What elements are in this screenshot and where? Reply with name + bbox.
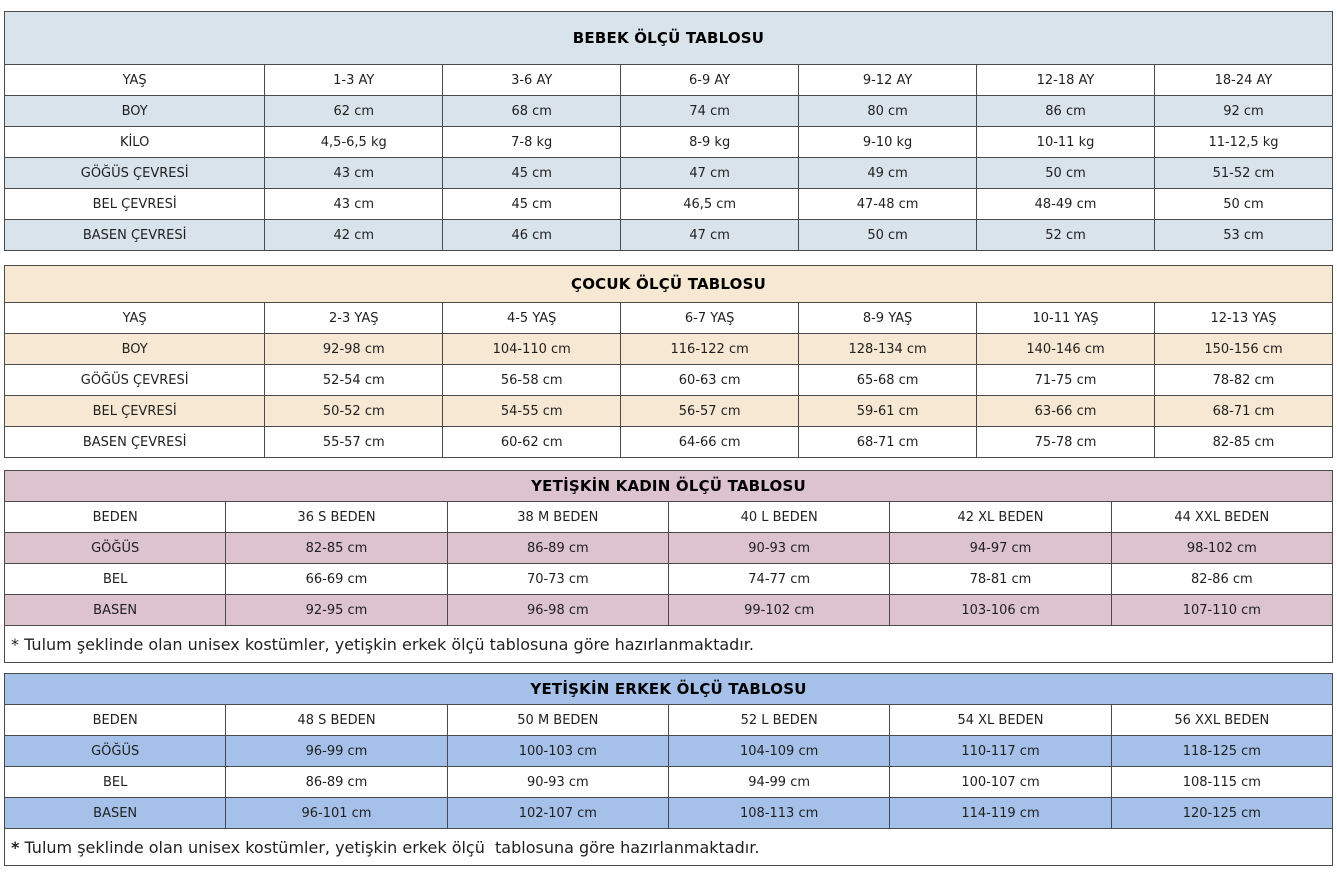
value-cell: 50 cm — [799, 220, 977, 251]
value-cell: 100-107 cm — [890, 767, 1111, 798]
value-cell: 96-101 cm — [226, 798, 447, 829]
row-label: GÖĞÜS ÇEVRESİ — [5, 365, 265, 396]
value-cell: 44 XXL BEDEN — [1111, 502, 1332, 533]
value-cell: 2-3 YAŞ — [265, 303, 443, 334]
value-cell: 49 cm — [799, 158, 977, 189]
footnote — [5, 626, 1333, 663]
value-cell: 90-93 cm — [668, 533, 889, 564]
value-cell: 42 cm — [265, 220, 443, 251]
value-cell: 128-134 cm — [799, 334, 977, 365]
footnote-row — [5, 829, 1333, 866]
value-cell: 46 cm — [443, 220, 621, 251]
value-cell: 96-98 cm — [447, 595, 668, 626]
value-cell: 45 cm — [443, 189, 621, 220]
value-cell: 51-52 cm — [1154, 158, 1332, 189]
table-row — [5, 798, 1333, 829]
value-cell: 42 XL BEDEN — [890, 502, 1111, 533]
value-cell: 59-61 cm — [799, 396, 977, 427]
value-cell: 12-18 AY — [977, 65, 1155, 96]
value-cell: 43 cm — [265, 158, 443, 189]
row-label: BASEN ÇEVRESİ — [5, 220, 265, 251]
value-cell: 46,5 cm — [621, 189, 799, 220]
row-label: GÖĞÜS — [5, 736, 226, 767]
value-cell: 53 cm — [1154, 220, 1332, 251]
value-cell: 52 L BEDEN — [668, 705, 889, 736]
table-row — [5, 736, 1333, 767]
value-cell: 6-9 AY — [621, 65, 799, 96]
table-title: BEBEK ÖLÇÜ TABLOSU — [5, 12, 1333, 65]
value-cell: 56 XXL BEDEN — [1111, 705, 1332, 736]
row-label: BEL ÇEVRESİ — [5, 396, 265, 427]
row-label: BOY — [5, 334, 265, 365]
value-cell: 9-10 kg — [799, 127, 977, 158]
value-cell: 75-78 cm — [977, 427, 1155, 458]
size-table-bebek — [4, 11, 1333, 251]
value-cell: 56-58 cm — [443, 365, 621, 396]
row-label: YAŞ — [5, 65, 265, 96]
value-cell: 94-97 cm — [890, 533, 1111, 564]
row-label: BEL — [5, 564, 226, 595]
value-cell: 114-119 cm — [890, 798, 1111, 829]
footnote-asterisk: * — [11, 837, 20, 857]
value-cell: 40 L BEDEN — [668, 502, 889, 533]
value-cell: 11-12,5 kg — [1154, 127, 1332, 158]
footnote — [5, 829, 1333, 866]
value-cell: 8-9 YAŞ — [799, 303, 977, 334]
value-cell: 82-85 cm — [1154, 427, 1332, 458]
value-cell: 38 M BEDEN — [447, 502, 668, 533]
table-row — [5, 96, 1333, 127]
value-cell: 54 XL BEDEN — [890, 705, 1111, 736]
value-cell: 68-71 cm — [1154, 396, 1332, 427]
value-cell: 107-110 cm — [1111, 595, 1332, 626]
value-cell: 110-117 cm — [890, 736, 1111, 767]
value-cell: 36 S BEDEN — [226, 502, 447, 533]
table-row — [5, 158, 1333, 189]
value-cell: 18-24 AY — [1154, 65, 1332, 96]
value-cell: 92-95 cm — [226, 595, 447, 626]
value-cell: 104-109 cm — [668, 736, 889, 767]
table-row — [5, 334, 1333, 365]
value-cell: 100-103 cm — [447, 736, 668, 767]
value-cell: 86-89 cm — [226, 767, 447, 798]
table-row — [5, 127, 1333, 158]
value-cell: 86-89 cm — [447, 533, 668, 564]
value-cell: 62 cm — [265, 96, 443, 127]
value-cell: 60-62 cm — [443, 427, 621, 458]
value-cell: 8-9 kg — [621, 127, 799, 158]
table-row — [5, 220, 1333, 251]
value-cell: 4-5 YAŞ — [443, 303, 621, 334]
value-cell: 68-71 cm — [799, 427, 977, 458]
table-row — [5, 65, 1333, 96]
row-label: BASEN — [5, 798, 226, 829]
size-table-erkek — [4, 673, 1333, 866]
table-row — [5, 705, 1333, 736]
row-label: BEDEN — [5, 705, 226, 736]
size-table-cocuk — [4, 265, 1333, 458]
value-cell: 78-82 cm — [1154, 365, 1332, 396]
table-row — [5, 427, 1333, 458]
value-cell: 90-93 cm — [447, 767, 668, 798]
value-cell: 47-48 cm — [799, 189, 977, 220]
value-cell: 92-98 cm — [265, 334, 443, 365]
value-cell: 74 cm — [621, 96, 799, 127]
row-label: KİLO — [5, 127, 265, 158]
value-cell: 52-54 cm — [265, 365, 443, 396]
value-cell: 47 cm — [621, 158, 799, 189]
value-cell: 45 cm — [443, 158, 621, 189]
value-cell: 4,5-6,5 kg — [265, 127, 443, 158]
value-cell: 48-49 cm — [977, 189, 1155, 220]
value-cell: 55-57 cm — [265, 427, 443, 458]
row-label: BOY — [5, 96, 265, 127]
value-cell: 108-113 cm — [668, 798, 889, 829]
value-cell: 6-7 YAŞ — [621, 303, 799, 334]
table-title: YETİŞKİN KADIN ÖLÇÜ TABLOSU — [5, 471, 1333, 502]
value-cell: 9-12 AY — [799, 65, 977, 96]
value-cell: 150-156 cm — [1154, 334, 1332, 365]
value-cell: 118-125 cm — [1111, 736, 1332, 767]
value-cell: 80 cm — [799, 96, 977, 127]
value-cell: 82-85 cm — [226, 533, 447, 564]
row-label: BASEN — [5, 595, 226, 626]
value-cell: 96-99 cm — [226, 736, 447, 767]
value-cell: 103-106 cm — [890, 595, 1111, 626]
size-charts — [4, 11, 1333, 866]
value-cell: 92 cm — [1154, 96, 1332, 127]
value-cell: 120-125 cm — [1111, 798, 1332, 829]
value-cell: 12-13 YAŞ — [1154, 303, 1332, 334]
row-label: BEDEN — [5, 502, 226, 533]
table-title: ÇOCUK ÖLÇÜ TABLOSU — [5, 266, 1333, 303]
value-cell: 50-52 cm — [265, 396, 443, 427]
value-cell: 54-55 cm — [443, 396, 621, 427]
table-title: YETİŞKİN ERKEK ÖLÇÜ TABLOSU — [5, 674, 1333, 705]
value-cell: 74-77 cm — [668, 564, 889, 595]
value-cell: 64-66 cm — [621, 427, 799, 458]
value-cell: 50 M BEDEN — [447, 705, 668, 736]
value-cell: 140-146 cm — [977, 334, 1155, 365]
value-cell: 108-115 cm — [1111, 767, 1332, 798]
row-label: BASEN ÇEVRESİ — [5, 427, 265, 458]
row-label: GÖĞÜS ÇEVRESİ — [5, 158, 265, 189]
value-cell: 48 S BEDEN — [226, 705, 447, 736]
table-row — [5, 303, 1333, 334]
value-cell: 71-75 cm — [977, 365, 1155, 396]
value-cell: 82-86 cm — [1111, 564, 1332, 595]
value-cell: 86 cm — [977, 96, 1155, 127]
value-cell: 116-122 cm — [621, 334, 799, 365]
row-label: YAŞ — [5, 303, 265, 334]
value-cell: 3-6 AY — [443, 65, 621, 96]
table-row — [5, 595, 1333, 626]
value-cell: 10-11 kg — [977, 127, 1155, 158]
value-cell: 68 cm — [443, 96, 621, 127]
table-row — [5, 564, 1333, 595]
value-cell: 50 cm — [977, 158, 1155, 189]
value-cell: 78-81 cm — [890, 564, 1111, 595]
value-cell: 65-68 cm — [799, 365, 977, 396]
table-row — [5, 396, 1333, 427]
value-cell: 60-63 cm — [621, 365, 799, 396]
value-cell: 70-73 cm — [447, 564, 668, 595]
row-label: BEL — [5, 767, 226, 798]
value-cell: 63-66 cm — [977, 396, 1155, 427]
value-cell: 99-102 cm — [668, 595, 889, 626]
footnote-text: Tulum şeklinde olan unisex kostümler, yetişkin erkek ölçü tablosuna göre hazırlanmaktadır. — [19, 634, 754, 654]
value-cell: 66-69 cm — [226, 564, 447, 595]
value-cell: 47 cm — [621, 220, 799, 251]
table-row — [5, 365, 1333, 396]
table-row — [5, 767, 1333, 798]
row-label: BEL ÇEVRESİ — [5, 189, 265, 220]
table-row — [5, 189, 1333, 220]
size-table-kadin — [4, 470, 1333, 663]
value-cell: 50 cm — [1154, 189, 1332, 220]
value-cell: 7-8 kg — [443, 127, 621, 158]
value-cell: 52 cm — [977, 220, 1155, 251]
table-row — [5, 533, 1333, 564]
row-label: GÖĞÜS — [5, 533, 226, 564]
footnote-text: Tulum şeklinde olan unisex kostümler, yetişkin erkek ölçü tablosuna göre hazırlanmaktadır. — [19, 837, 760, 857]
value-cell: 104-110 cm — [443, 334, 621, 365]
value-cell: 43 cm — [265, 189, 443, 220]
value-cell: 102-107 cm — [447, 798, 668, 829]
table-row — [5, 502, 1333, 533]
footnote-asterisk: * — [11, 634, 19, 654]
value-cell: 94-99 cm — [668, 767, 889, 798]
value-cell: 98-102 cm — [1111, 533, 1332, 564]
value-cell: 10-11 YAŞ — [977, 303, 1155, 334]
value-cell: 1-3 AY — [265, 65, 443, 96]
footnote-row — [5, 626, 1333, 663]
value-cell: 56-57 cm — [621, 396, 799, 427]
